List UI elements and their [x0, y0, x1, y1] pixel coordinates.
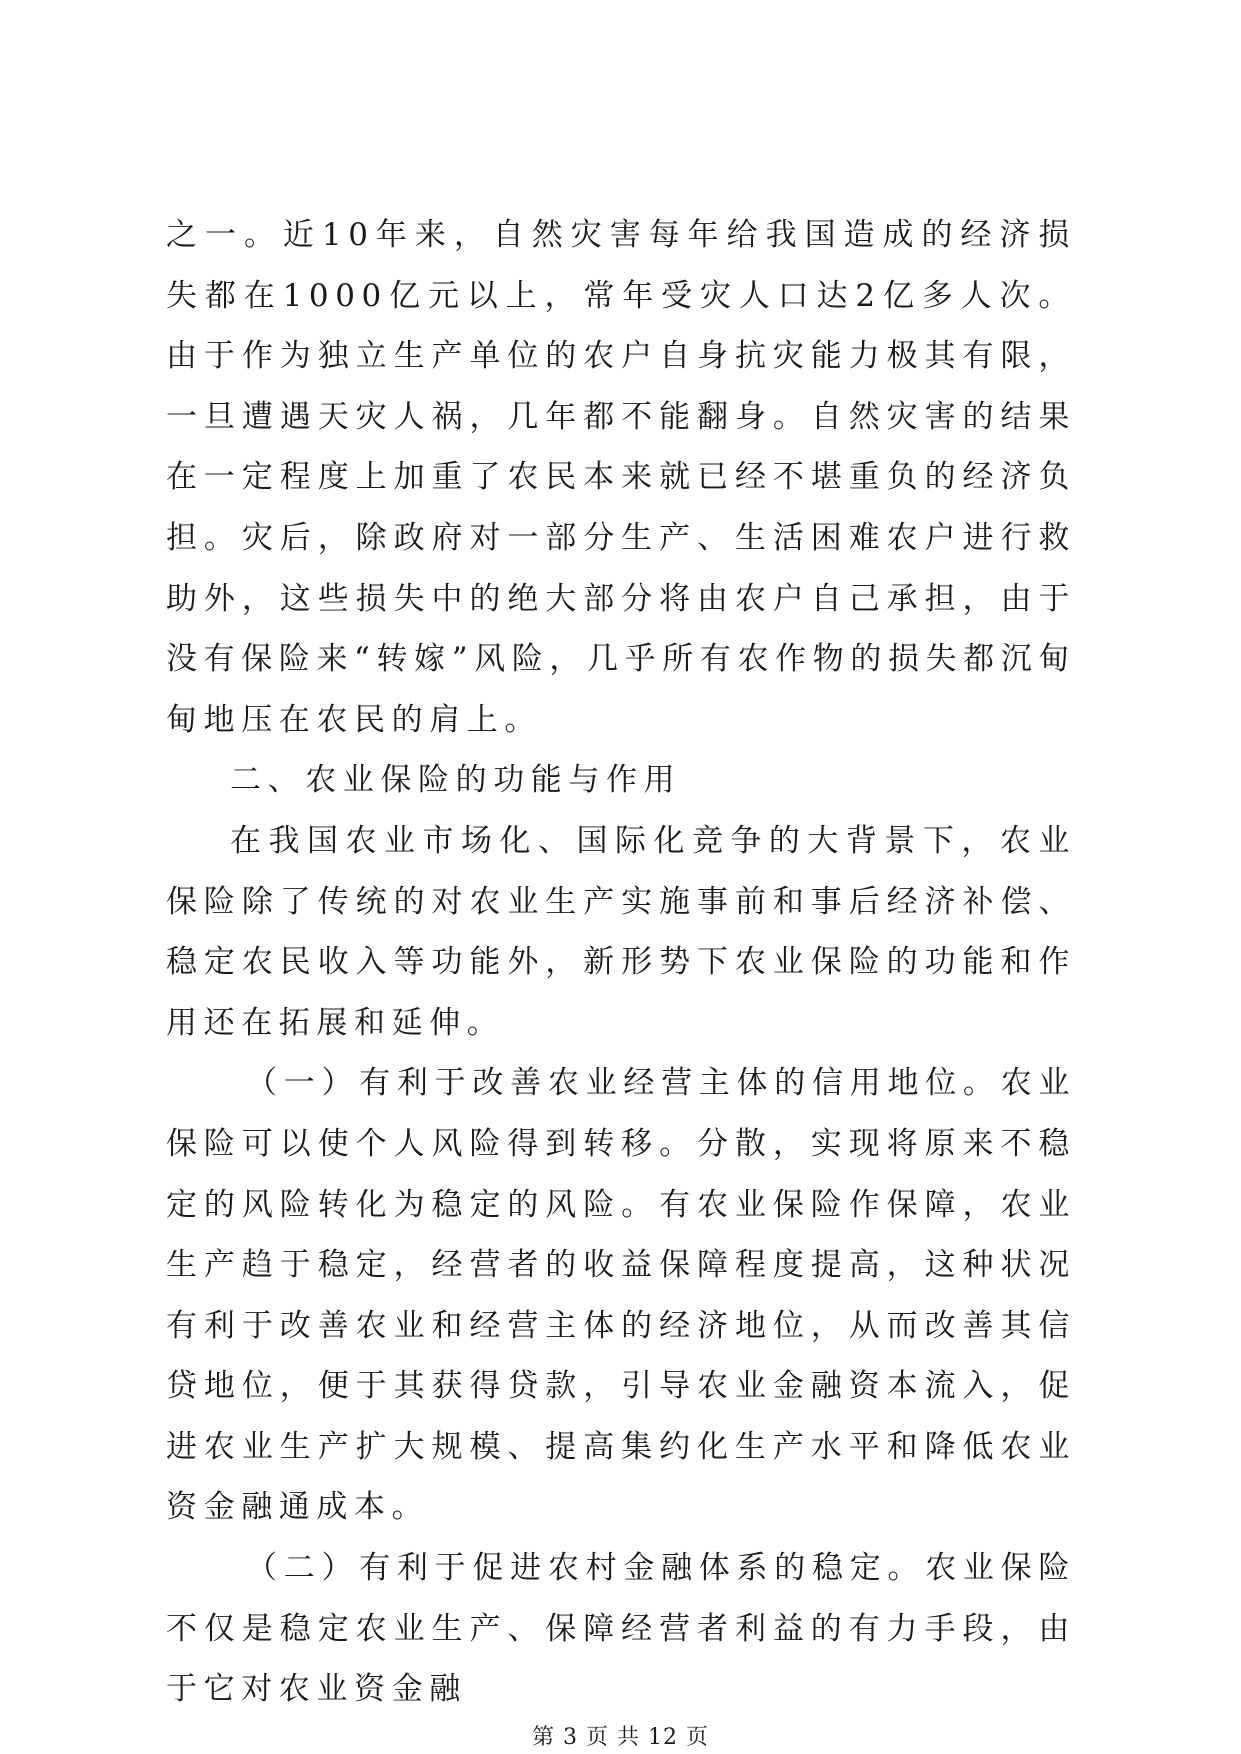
body-text	[166, 205, 1076, 1720]
section-heading: 二、农业保险的功能与作用	[230, 762, 682, 799]
paragraph-point-1: （一）有利于改善农业经营主体的信用地位。农业保险可以使个人风险得到转移。分散，实现将原来不稳定的风险转化为稳定的风险。有农业保险作保障，农业生产趋于稳定，经营者的收益保障程度提高，这种状况有利于改善农业和经营主体的经济地位，从而改善其信贷地位，便于其获得贷款，引导农业金融资本流入，促进农业生产扩大规模、提高集约化生产水平和降低农业资金融通成本。	[166, 1065, 1076, 1526]
paragraph-intro: 在我国农业市场化、国际化竞争的大背景下，农业保险除了传统的对农业生产实施事前和事后经济补偿、稳定农民收入等功能外，新形势下农业保险的功能和作用还在拓展和延伸。	[166, 822, 1076, 1041]
paragraph-point-2: （二）有利于促进农村金融体系的稳定。农业保险不仅是稳定农业生产、保障经营者利益的有力手段，由于它对农业资金融	[166, 1550, 1076, 1708]
paragraph-continuation: 之一。近10年来，自然灾害每年给我国造成的经济损失都在1000亿元以上，常年受灾人口达2亿多人次。由于作为独立生产单位的农户自身抗灾能力极其有限，一旦遭遇天灾人祸，几年都不能翻身。自然灾害的结果在一定程度上加重了农民本来就已经不堪重负的经济负担。灾后，除政府对一部分生产、生活困难农户进行救助外，这些损失中的绝大部分将由农户自己承担，由于没有保险来“转嫁”风险，几乎所有农作物的损失都沉甸甸地压在农民的肩上。	[166, 217, 1076, 738]
page-number-footer: 第 3 页 共 12 页	[532, 1725, 709, 1750]
